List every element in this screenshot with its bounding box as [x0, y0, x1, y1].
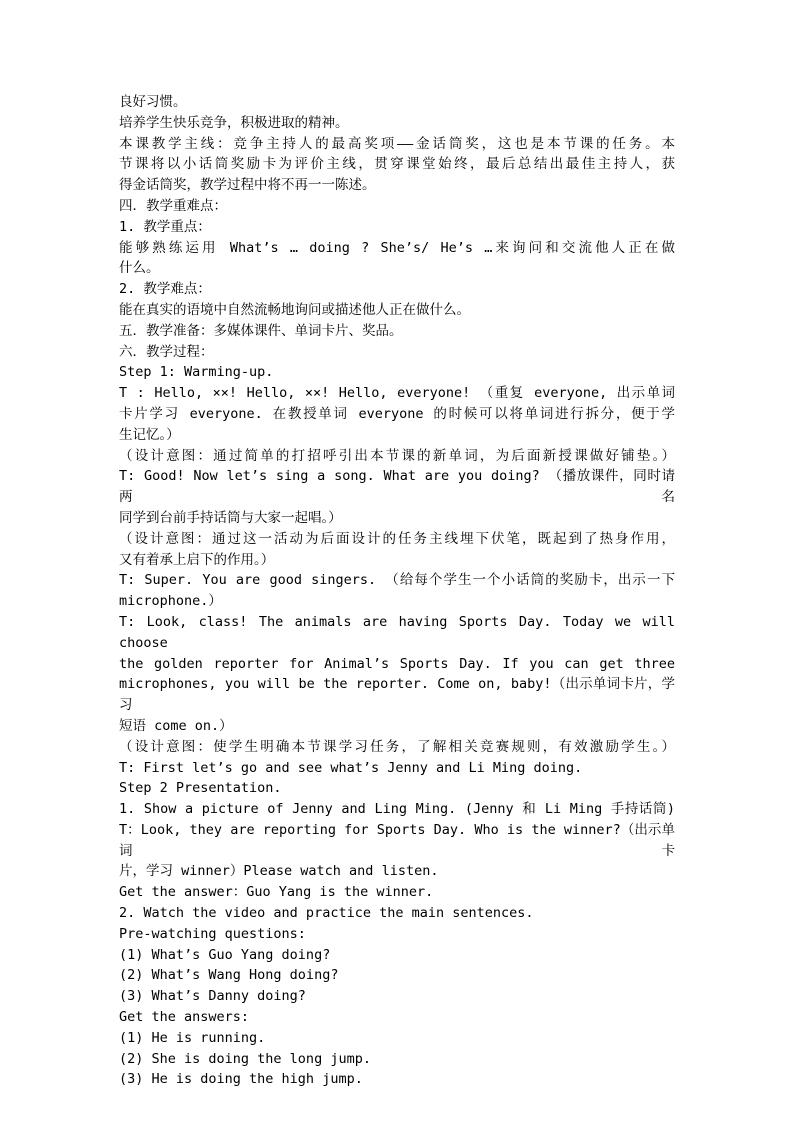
text-line: T : Hello, ××! Hello, ××! Hello, everyone! （重复 everyone, 出示单词 — [119, 385, 675, 402]
text-line: Pre-watching questions: — [119, 925, 306, 942]
text-line: 1. Show a picture of Jenny and Ling Ming. (Jenny 和 Li Ming 手持话筒) — [119, 801, 675, 818]
text-line: the golden reporter for Animal’s Sports Day. If you can get three — [119, 655, 675, 672]
text-line: 卡片学习 everyone. 在教授单词 everyone 的时候可以将单词进行拆分，便于学 — [119, 405, 675, 422]
text-line: 同学到台前手持话筒与大家一起唱。） — [119, 509, 342, 526]
question-item: (2) What’s Wang Hong doing? — [119, 967, 339, 984]
text-line: 什么。 — [119, 260, 160, 277]
design-note: （设计意图：使学生明确本节课学习任务，了解相关竞赛规则，有效激励学生。） — [119, 738, 675, 755]
section-heading: 四．教学重难点： — [119, 197, 227, 214]
text-line: Get the answer：Guo Yang is the winner. — [119, 884, 434, 901]
text-line: 片，学习 winner）Please watch and listen. — [119, 863, 439, 880]
text-line: T：Look, they are reporting for Sports Day. Who is the winner?（出示单词卡 — [119, 821, 675, 859]
text-line: T: Look, class! The animals are having Sports Day. Today we will choose — [119, 613, 675, 651]
answer-item: (2) She is doing the long jump. — [119, 1050, 371, 1067]
section-heading: 六．教学过程： — [119, 343, 214, 360]
step-heading: Step 1: Warming-up. — [119, 364, 274, 381]
question-item: (3) What’s Danny doing? — [119, 988, 306, 1005]
text-line: Get the answers: — [119, 1009, 250, 1026]
text-line: T: First let’s go and see what’s Jenny and Li Ming doing. — [119, 759, 583, 776]
question-item: (1) What’s Guo Yang doing? — [119, 946, 331, 963]
text-line: 得金话筒奖，教学过程中将不再一一陈述。 — [119, 177, 376, 194]
text-line: microphones, you will be the reporter. Come on, baby!（出示单词卡片，学习 — [119, 676, 675, 714]
text-line: 本课教学主线：竞争主持人的最高奖项——金话筒奖，这也是本节课的任务。本 — [119, 135, 675, 152]
section-heading: 五．教学准备：多媒体课件、单词卡片、奖品。 — [119, 322, 403, 339]
design-note: （设计意图：通过简单的打招呼引出本节课的新单词，为后面新授课做好铺垫。） — [119, 447, 675, 464]
answer-item: (3) He is doing the high jump. — [119, 1071, 363, 1088]
text-line: 2. Watch the video and practice the main sentences. — [119, 905, 534, 922]
step-heading: Step 2 Presentation. — [119, 780, 282, 797]
text-line: 短语 come on.） — [119, 717, 233, 734]
subsection-heading: 1. 教学重点： — [119, 218, 211, 235]
text-line: 良好习惯。 — [119, 94, 187, 110]
text-line: 能够熟练运用 What’s … doing ? She’s/ He’s …来询问和交流他人正在做 — [119, 239, 675, 256]
text-line: 生记忆。） — [119, 426, 180, 443]
text-line: 培养学生快乐竞争，积极进取的精神。 — [119, 114, 349, 131]
text-line: microphone.） — [119, 593, 222, 610]
design-note: （设计意图：通过这一活动为后面设计的任务主线埋下伏笔，既起到了热身作用， — [119, 530, 675, 547]
text-line: T: Super. You are good singers. （给每个学生一个小话筒的奖励卡，出示一下 — [119, 572, 675, 589]
answer-item: (1) He is running. — [119, 1029, 266, 1046]
subsection-heading: 2. 教学难点： — [119, 281, 211, 298]
design-note: 又有着承上启下的作用。） — [119, 551, 275, 568]
text-line: 节课将以小话筒奖励卡为评价主线，贯穿课堂始终，最后总结出最佳主持人，获 — [119, 156, 675, 173]
text-line: 能在真实的语境中自然流畅地询问或描述他人正在做什么。 — [119, 301, 470, 318]
text-line: T: Good! Now let’s sing a song. What are you doing? （播放课件，同时请两名 — [119, 468, 675, 506]
document-body — [119, 92, 675, 1090]
